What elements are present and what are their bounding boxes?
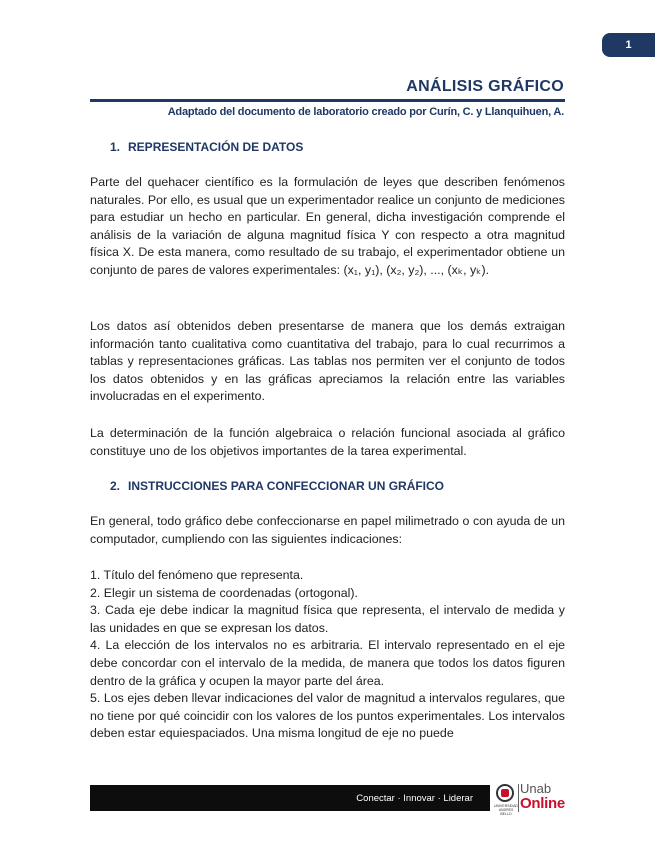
list-item: 3. Cada eje debe indicar la magnitud física que representa, el intervalo de medida y las unidades en que se expresan los datos. (90, 603, 565, 635)
list-item: 4. La elección de los intervalos no es arbitraria. El intervalo representado en el eje debe concordar con el intervalo de la medida, de manera que todos los datos figuren dentro de la gráfica y ocupen la mayor parte del área. (90, 638, 565, 688)
logo-small-text: UNIVERSIDAD ANDRES BELLO (494, 804, 518, 816)
university-seal-icon (496, 784, 514, 802)
list-item: 2. Elegir un sistema de coordenadas (ortogonal). (90, 585, 358, 600)
logo-brand: Unab (520, 781, 552, 796)
section1-paragraph-2 (90, 318, 565, 406)
document-title: ANÁLISIS GRÁFICO (406, 78, 564, 95)
list-item: 1. Título del fenómeno que representa. (90, 568, 304, 582)
logo-separator (518, 784, 519, 812)
page-number-badge (602, 33, 655, 57)
section2-list (90, 567, 565, 743)
paragraph-text: La determinación de la función algebraica o relación funcional asociada al gráfico constituye uno de los objetivos importantes de la tarea experimental. (90, 426, 565, 458)
section1-paragraph-1 (90, 174, 565, 280)
data-pairs: (x₁, y₁), (x₂, y₂), ..., (xₖ, yₖ). (343, 262, 490, 277)
paragraph-text: Parte del quehacer científico es la formulación de leyes que describen fenómenos naturales. Por ello, es usual que un experimentador realice un conjunto de mediciones para estudiar un hecho en particular. En general, dicha investigación comprende el análisis de la variación de alguna magnitud física Y con respecto a otra magnitud física X. De esta manera, como resultado de su trabajo, el experimentador obtiene un conjunto de pares de valores experimentales: (90, 175, 565, 277)
paragraph-text: En general, todo gráfico debe confeccionarse en papel milimetrado o con ayuda de un computador, cumpliendo con las siguientes indicaciones: (90, 514, 565, 546)
logo-product: Online (520, 795, 565, 812)
title-divider (90, 99, 565, 102)
section-title: REPRESENTACIÓN DE DATOS (128, 140, 304, 154)
unab-online-logo (496, 782, 566, 814)
section-heading-1 (110, 140, 303, 154)
section1-paragraph-3 (90, 425, 565, 460)
page-number: 1 (625, 39, 632, 51)
section-number: 2. (110, 479, 121, 493)
section-heading-2 (110, 479, 444, 493)
section-number: 1. (110, 140, 121, 154)
list-item: 5. Los ejes deben llevar indicaciones del valor de magnitud a intervalos regulares, que no tiene por qué coincidir con los valores de los puntos experimentales. Los intervalos deben estar equiespaciados. Una misma longitud de eje no puede (90, 691, 565, 741)
section2-intro (90, 513, 565, 548)
footer-bar (90, 785, 490, 811)
document-subtitle: Adaptado del documento de laboratorio creado por Curín, C. y Llanquihuen, A. (167, 106, 564, 118)
footer-tagline: Conectar · Innovar · Liderar (356, 792, 473, 804)
paragraph-text: Los datos así obtenidos deben presentarse de manera que los demás extraigan información tanto cualitativa como cuantitativa del trabajo, para lo cual recurrimos a tablas y representaciones gráficas. Las tablas nos permiten ver el conjunto de todos los datos obtenidos y en las gráficas apreciamos la relación entre las variables involucradas en el experimento. (90, 319, 565, 404)
section-title: INSTRUCCIONES PARA CONFECCIONAR UN GRÁFICO (128, 479, 445, 493)
